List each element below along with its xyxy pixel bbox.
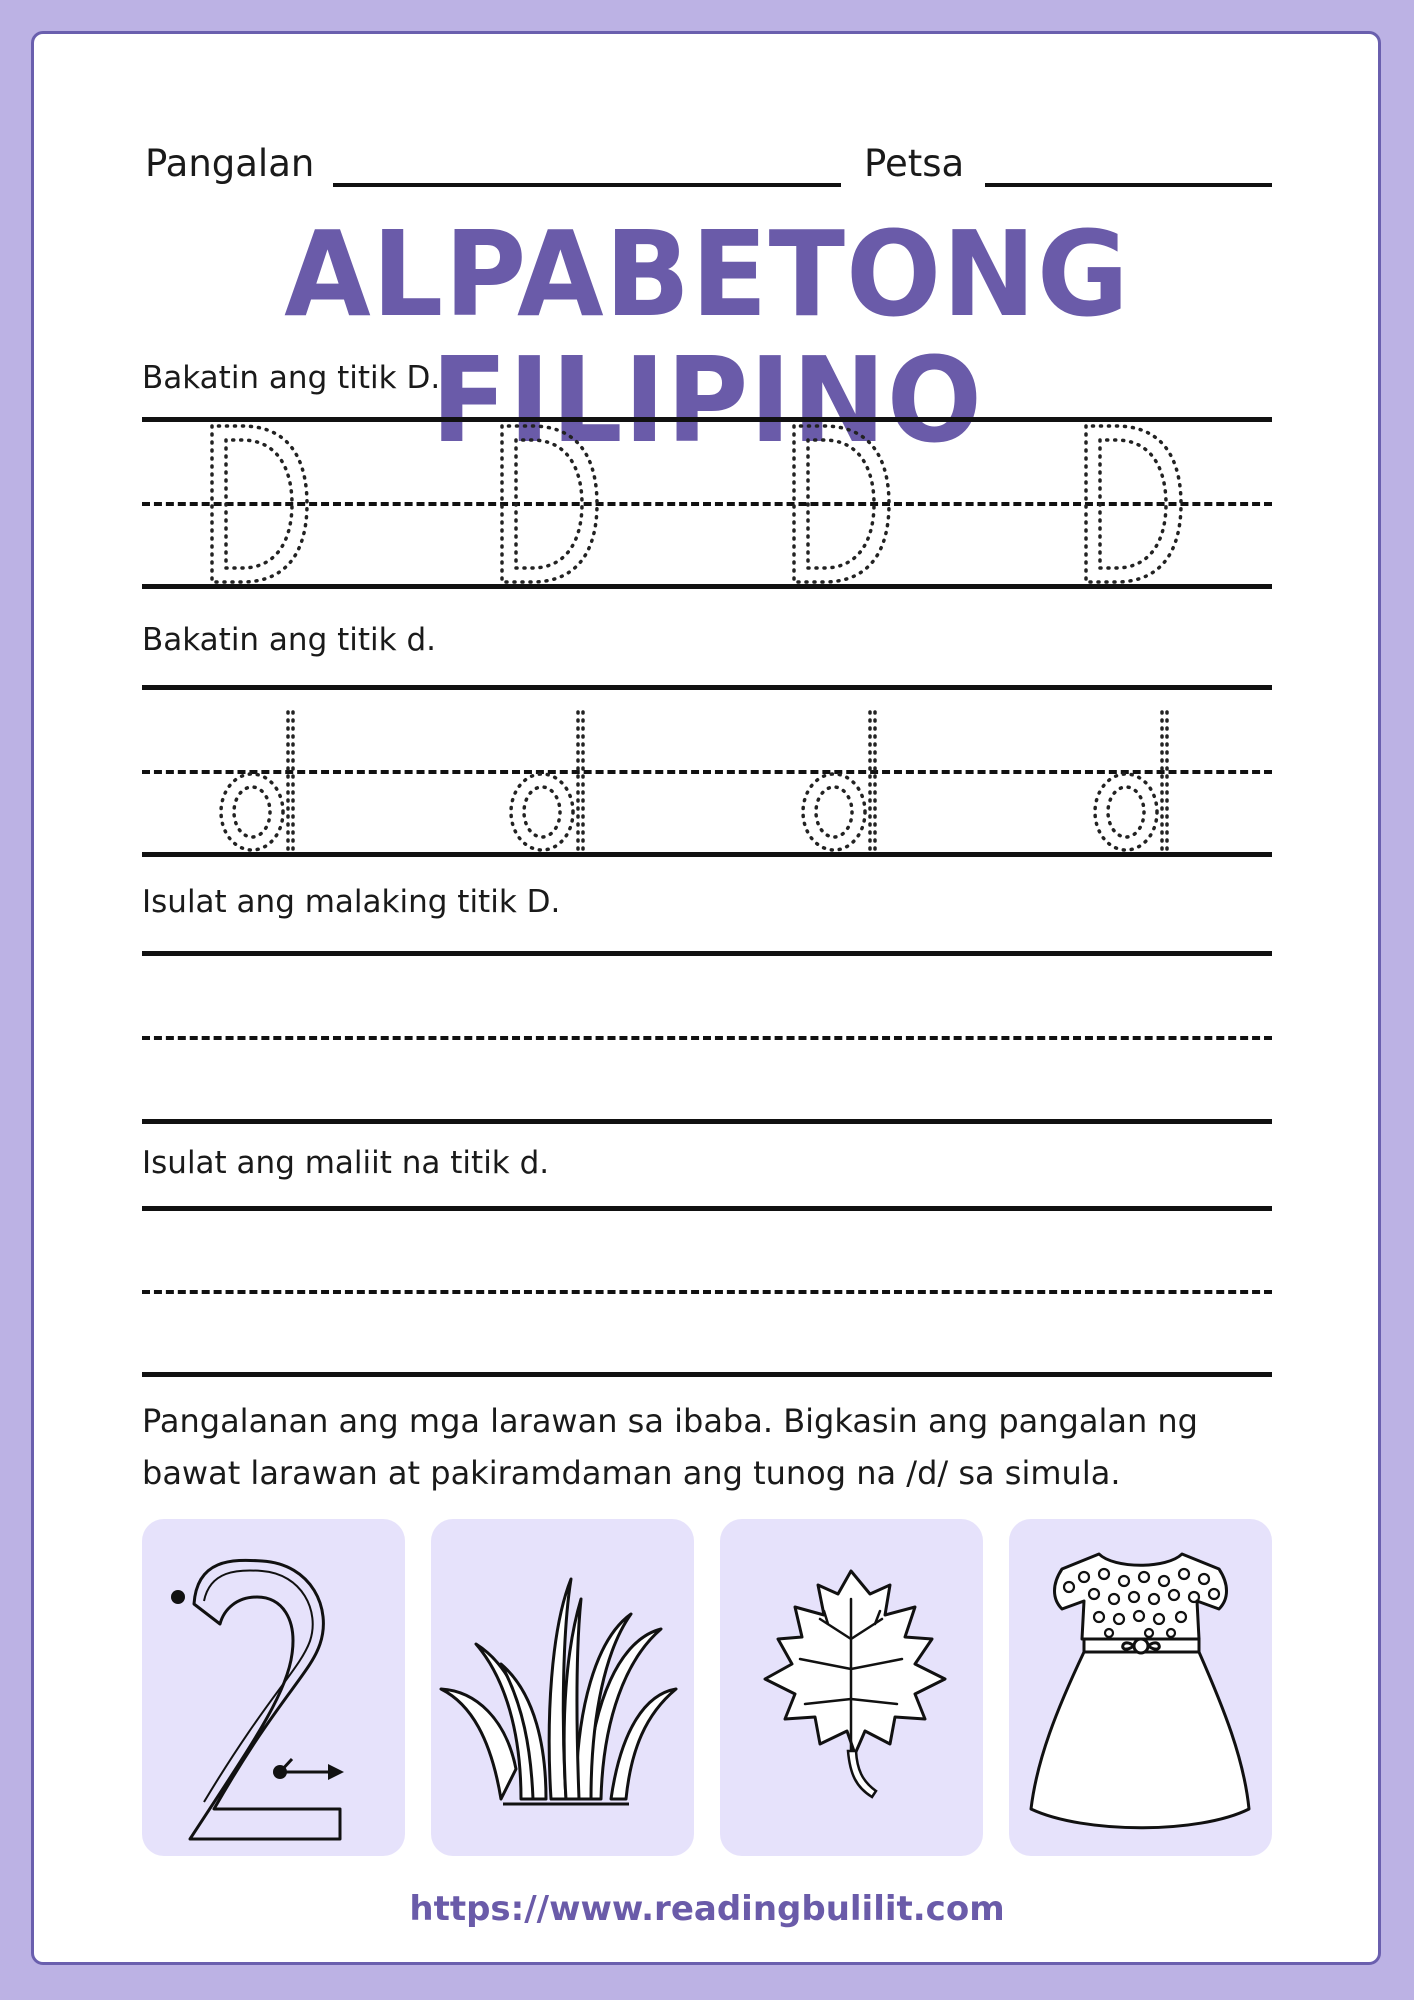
writing-base-line[interactable] [142,1119,1272,1124]
trace-upper-instruction: Bakatin ang titik D. [142,360,441,396]
picture-card-grass[interactable] [431,1519,694,1856]
grass-icon [431,1519,694,1856]
name-label: Pangalan [145,142,315,185]
name-field[interactable] [333,183,841,187]
writing-top-line[interactable] [142,951,1272,956]
picture-instruction: Pangalanan ang mga larawan sa ibaba. Bigkasin ang pangalan ng bawat larawan at pakiramdaman ang tunog na /d/ sa simula. [142,1402,1198,1492]
picture-card-leaf[interactable] [720,1519,983,1856]
dotted-letter-D[interactable] [502,426,597,582]
writing-mid-line[interactable] [142,1290,1272,1294]
leaf-icon [720,1519,983,1856]
trace-lower-instruction: Bakatin ang titik d. [142,622,436,658]
dotted-letter-D[interactable] [1086,426,1181,582]
writing-top-line[interactable] [142,1206,1272,1211]
write-upper-instruction: Isulat ang malaking titik D. [142,884,561,920]
write-lower-instruction: Isulat ang maliit na titik d. [142,1145,550,1181]
picture-card-dress[interactable] [1009,1519,1272,1856]
two-icon [142,1519,405,1856]
date-label: Petsa [864,142,965,185]
writing-mid-line[interactable] [142,1036,1272,1040]
dotted-letter-D[interactable] [212,426,307,582]
picture-card-two[interactable] [142,1519,405,1856]
dotted-letter-D[interactable] [794,426,889,582]
trace-lower-letters[interactable] [142,690,1272,860]
dotted-letter-d[interactable] [803,712,875,852]
dotted-letter-d[interactable] [221,712,293,852]
page-title: ALPABETONG FILIPINO [284,206,1130,470]
dotted-letter-d[interactable] [511,712,583,852]
writing-base-line[interactable] [142,1372,1272,1377]
dotted-letter-d[interactable] [1095,712,1167,852]
date-field[interactable] [985,183,1272,187]
trace-upper-letters[interactable] [142,415,1272,590]
footer-url-link[interactable]: https://www.readingbulilit.com [409,1889,1005,1929]
dress-icon [1009,1519,1272,1856]
